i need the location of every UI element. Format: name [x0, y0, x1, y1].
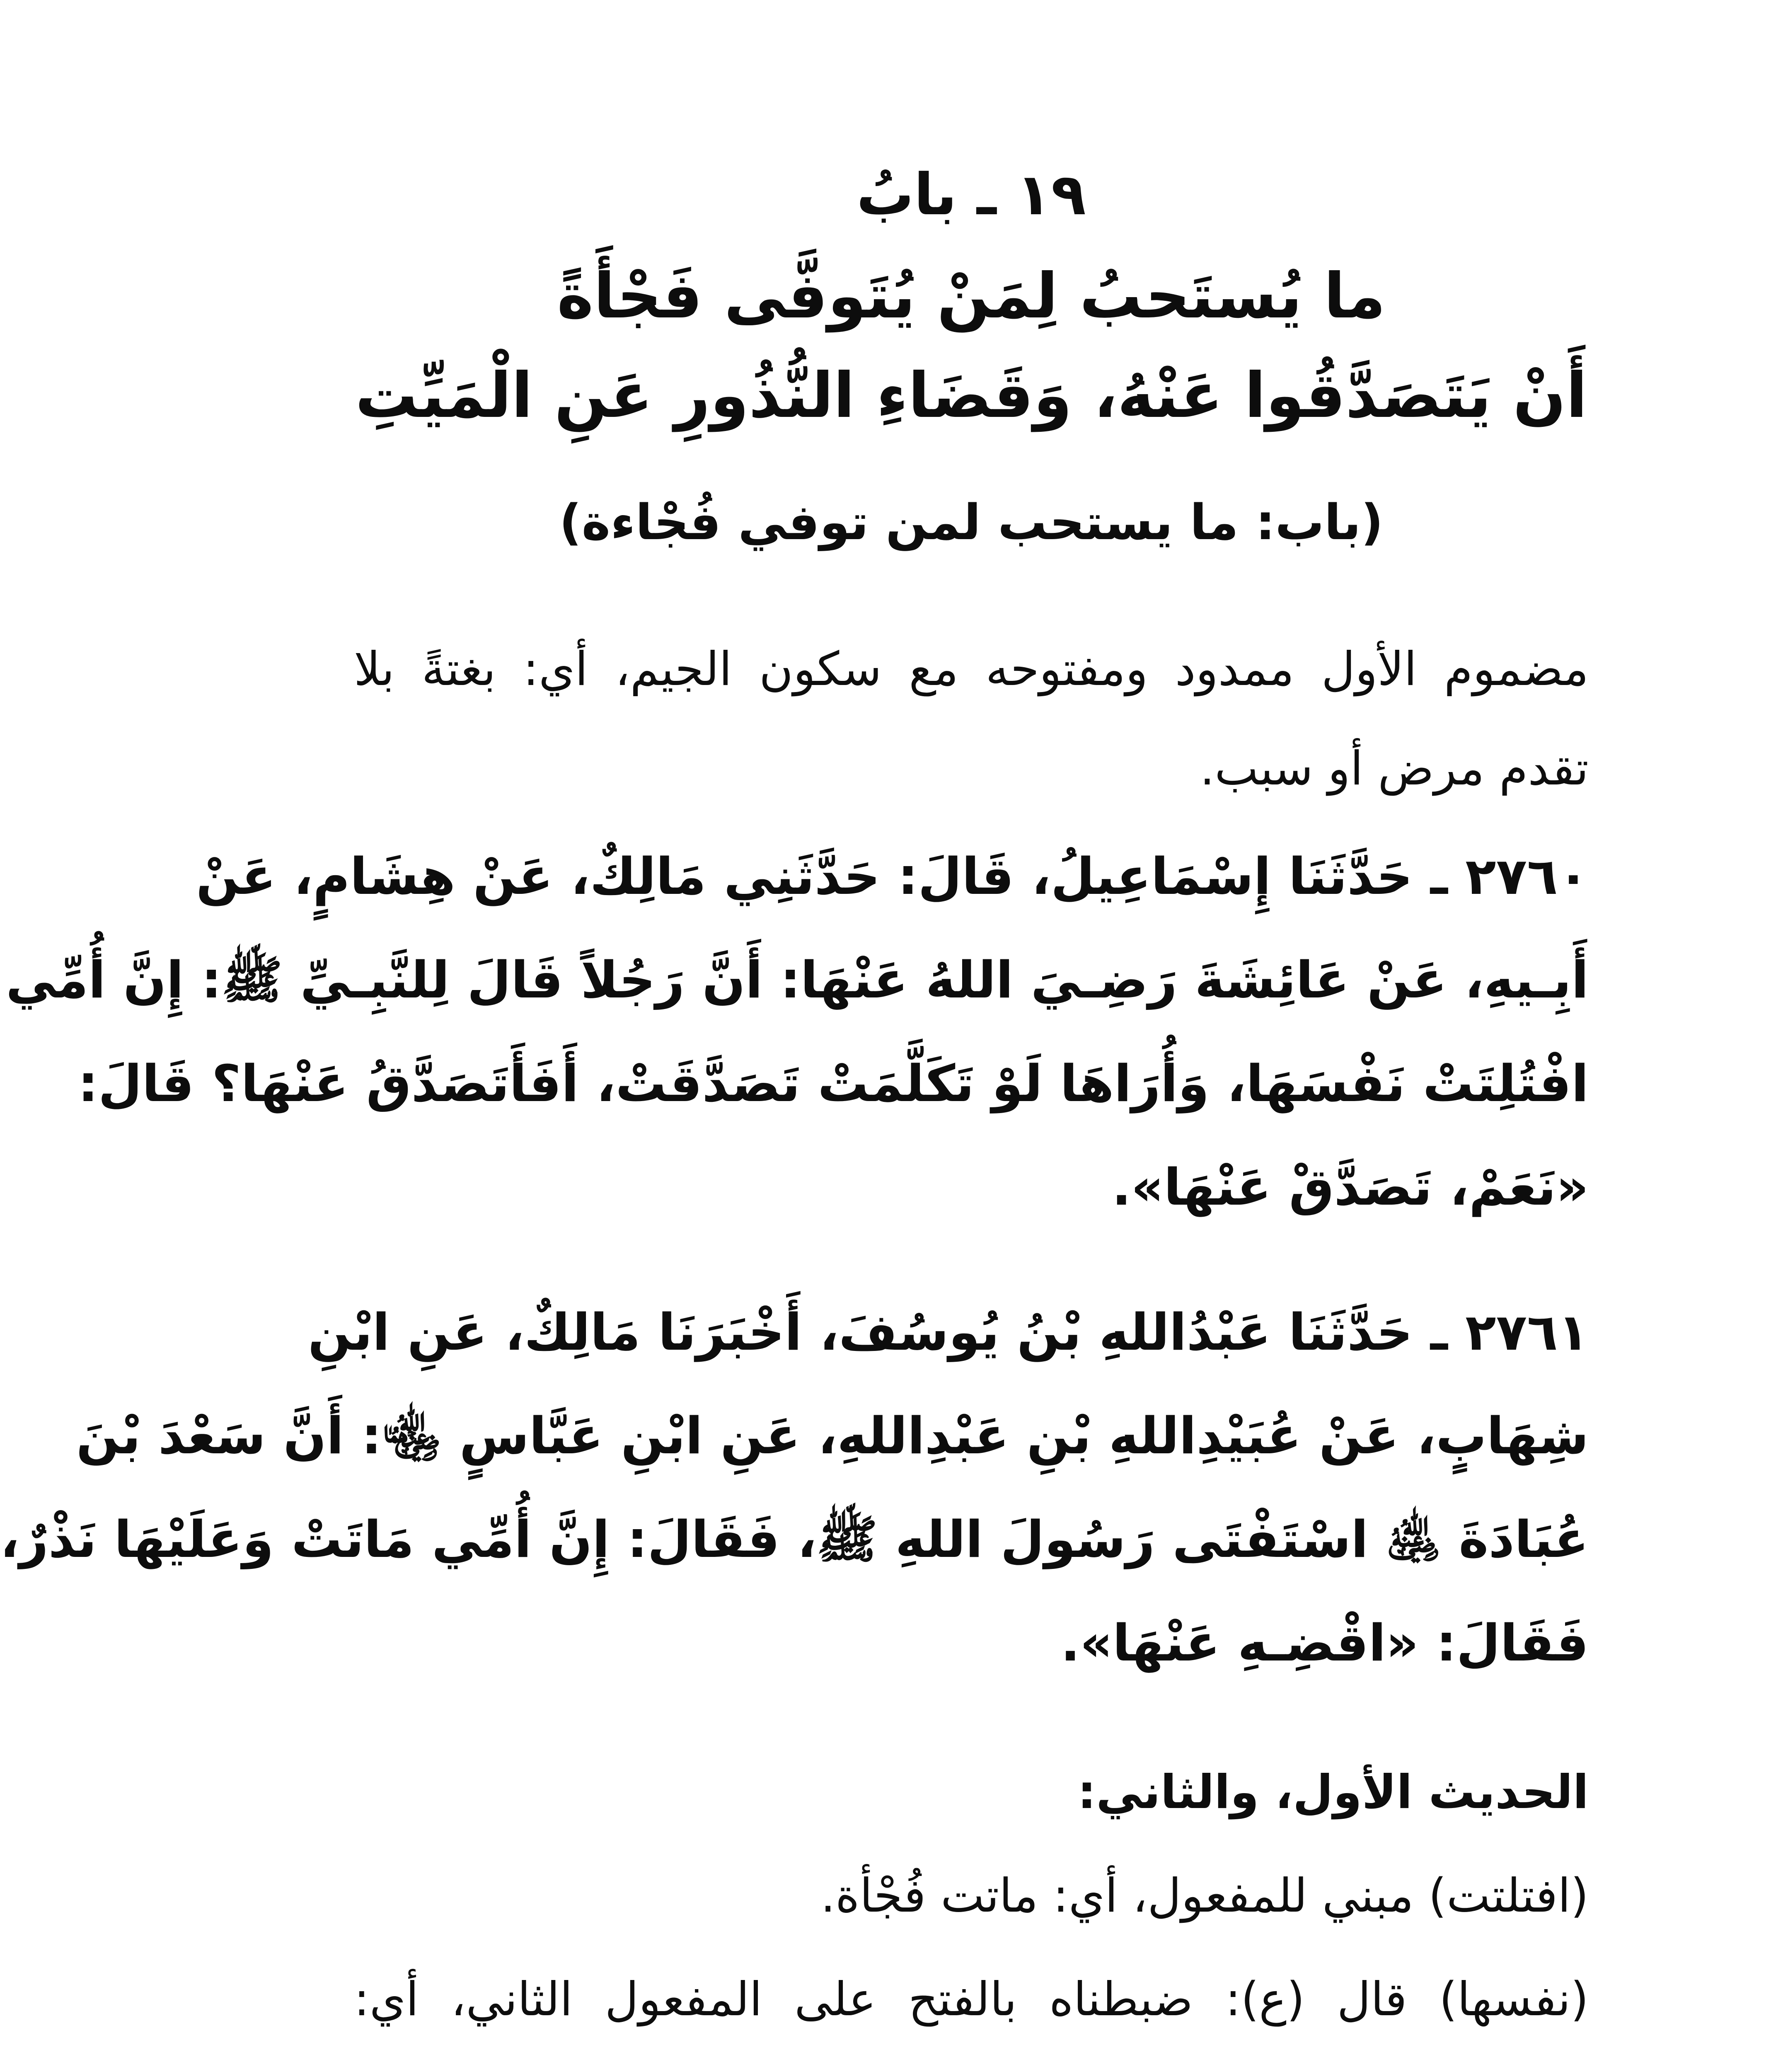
- commentary-line-3: [354, 2064, 1589, 2072]
- hadith-2761-line-2: شِهَابٍ، عَنْ عُبَيْدِاللهِ بْنِ عَبْدِاللهِ، عَنِ ابْنِ عَبَّاسٍ ﵄: أَنَّ سَعْدَ بْنَ: [76, 1406, 1589, 1465]
- hadith-2760-line-2: أَبِـيهِ، عَنْ عَائِشَةَ رَضِـيَ اللهُ عَنْهَا: أَنَّ رَجُلاً قَالَ لِلنَّبِـيِّ ﷺ: إِنَّ أُمِّي: [6, 951, 1589, 1009]
- chapter-number: ١٩ ـ بابُ: [856, 161, 1086, 228]
- intro-line-2: تقدم مرض أو سبب.: [1200, 742, 1589, 796]
- hadith-2760-line-4: «نَعَمْ، تَصَدَّقْ عَنْهَا».: [1112, 1158, 1589, 1217]
- hadith-2760-line-1: ٢٧٦٠ ـ حَدَّثَنَا إِسْمَاعِيلُ، قَالَ: حَدَّثَنِي مَالِكٌ، عَنْ هِشَامٍ، عَنْ: [196, 847, 1589, 906]
- hadith-2761-line-4: فَقَالَ: «اقْضِـهِ عَنْهَا».: [1060, 1614, 1589, 1673]
- commentary-subheading: الحديث الأول، والثاني:: [1077, 1765, 1589, 1819]
- hadith-2760-line-3: افْتُلِتَتْ نَفْسَهَا، وَأُرَاهَا لَوْ تَكَلَّمَتْ تَصَدَّقَتْ، أَفَأَتَصَدَّقُ عَنْهَا؟ قَالَ:: [78, 1054, 1589, 1113]
- commentary-line-2: (نفسها) قال (ع): ضبطناه بالفتح على المفعول الثاني، أي:: [354, 1973, 1589, 2026]
- chapter-title-line-2: أَنْ يَتَصَدَّقُوا عَنْهُ، وَقَضَاءِ النُّذُورِ عَنِ الْمَيِّتِ: [355, 360, 1587, 432]
- intro-line-1: مضموم الأول ممدود ومفتوحه مع سكون الجيم، أي: بغتةً بلا: [354, 642, 1589, 696]
- commentary-line-1: (افتلتت) مبني للمفعول، أي: ماتت فُجْأة.: [820, 1869, 1589, 1923]
- commentary-chapter-heading: (باب: ما يستحب لمن توفي فُجْاءة): [559, 494, 1384, 551]
- hadith-2761-line-3: عُبَادَةَ ﵁ اسْتَفْتَى رَسُولَ اللهِ ﷺ، فَقَالَ: إِنَّ أُمِّي مَاتَتْ وَعَلَيْهَا نَذْرٌ،: [0, 1510, 1589, 1569]
- chapter-title-line-1: ما يُستَحبُ لِمَنْ يُتَوفَّى فَجْأَةً: [557, 260, 1386, 332]
- hadith-2761-line-1: ٢٧٦١ ـ حَدَّثَنَا عَبْدُاللهِ بْنُ يُوسُفَ، أَخْبَرَنَا مَالِكٌ، عَنِ ابْنِ: [308, 1303, 1589, 1362]
